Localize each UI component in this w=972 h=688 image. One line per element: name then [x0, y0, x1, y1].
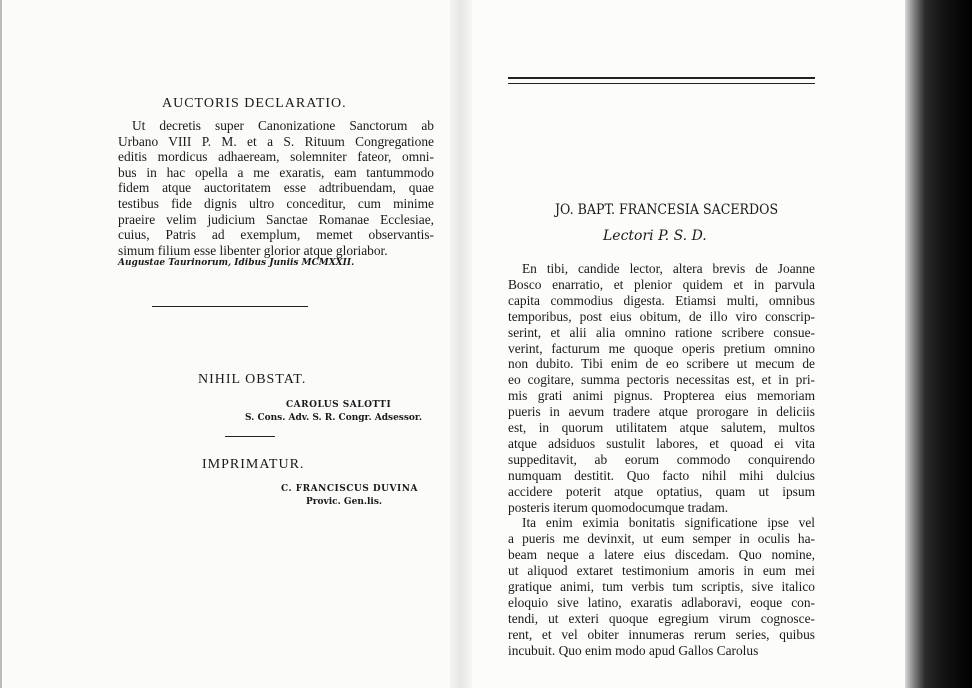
text-line: praeire velim judicium Sanctae Romanae Ecclesiae, — [118, 211, 434, 227]
text-line: incubuit. Quo enim modo apud Gallos Carolus — [508, 642, 759, 658]
imprimatur-heading: IMPRIMATUR. — [202, 457, 305, 472]
text-line: rent, et vel obiter innumeras rerum series, quibus — [508, 626, 815, 642]
text-line: bus in hac opella a me exaratis, eam tantummodo — [118, 164, 434, 180]
text-line: Urbano VIII P. M. et a S. Rituum Congregatione — [118, 133, 434, 149]
divider — [152, 306, 308, 307]
text-line: est, in quorum utilitatem atque salutem, multos — [508, 420, 815, 435]
imprimatur-title: Provic. Gen.lis. — [306, 497, 383, 507]
text-line: Ita enim eximia bonitatis significatione ipse vel — [522, 515, 815, 531]
author-heading: JO. BAPT. FRANCESIA SACERDOS — [555, 202, 779, 218]
text-line: atque adsiduos sustulit labores, et quoad ei vita — [508, 435, 815, 451]
text-line: suppeditavit, ab eorum commodo conquirendo — [508, 451, 815, 467]
top-rule — [508, 83, 815, 84]
text-line: tendi, ut exteri quoque egregium virum cognosce- — [508, 610, 815, 626]
salutation: Lectori P. S. D. — [603, 228, 707, 244]
top-rule — [508, 77, 815, 79]
text-line: Ut decretis super Canonizatione Sanctorum ab — [132, 118, 434, 133]
text-line: verint, facturum me quoque operis pretium omnino — [508, 340, 815, 356]
text-line: cuius, Patris ad exemplum, memet observantis- — [118, 227, 434, 243]
text-line: temporibus, post eius obitum, de illo viro conscrip- — [508, 308, 815, 324]
text-line: testibus fide dignis ultro conceditur, cum minime — [118, 196, 434, 211]
text-line: serint, et alii alia omnino ratione scribere consue- — [508, 324, 815, 340]
text-line: editis mordicus adhaeream, solemniter fateor, omni- — [118, 149, 434, 165]
text-line: ut aliquod extaret testimonium amoris in eum mei — [508, 563, 815, 579]
text-line: simum filium esse libenter glorior atque gloriabor. — [118, 242, 388, 258]
text-line: Bosco enarratio, et plenior quidem et in parvula — [508, 276, 815, 292]
nihil-obstat-name: CAROLUS SALOTTI — [286, 400, 392, 410]
text-line: fidem atque auctoritatem esse adtribuendam, quae — [118, 180, 434, 196]
dateline: Augustae Taurinorum, Idibus Juniis MCMXXII. — [118, 258, 355, 268]
text-line: pueris in aevum tradere atque prorogare in deliciis — [508, 404, 815, 420]
nihil-obstat-title: S. Cons. Adv. S. R. Congr. Adsessor. — [245, 413, 422, 423]
text-line: eo cogitare, summa pectoris necessitas est, et in pri- — [508, 372, 815, 388]
imprimatur-name: C. FRANCISCUS DUVINA — [281, 484, 418, 494]
text-line: capita commodius digesta. Etiamsi multi, omnibus — [508, 292, 815, 308]
text-line: a pueris me devinxit, ut eum semper in oculis ha- — [508, 531, 815, 547]
text-line: non dubito. Tibi enim de eo scribere ut mecum de — [508, 356, 815, 372]
text-line: gratique animi, tum verbis tum scriptis, sive italico — [508, 579, 815, 594]
text-line: posteris iterum quomodocumque tradam. — [508, 499, 729, 515]
nihil-obstat-heading: NIHIL OBSTAT. — [198, 372, 307, 387]
left-page — [0, 0, 454, 688]
text-line: accidere poterit atque optatius, quam ut ipsum — [508, 483, 815, 499]
scan-edge — [905, 0, 972, 688]
divider — [225, 436, 275, 437]
text-line: En tibi, candide lector, altera brevis de Joanne — [522, 261, 815, 276]
text-line: eloquio sive latino, exaratis adlaboravi, eoque con- — [508, 594, 815, 610]
book-gutter — [450, 0, 472, 688]
right-page — [472, 0, 908, 688]
declaration-heading: AUCTORIS DECLARATIO. — [162, 96, 347, 111]
text-line: mis grati animi pignus. Propterea eius memoriam — [508, 388, 815, 404]
text-line: beam neque a latere eius discedam. Quo nomine, — [508, 547, 815, 563]
text-line: numquam destitit. Quo facto nihil mihi dulcius — [508, 467, 815, 483]
